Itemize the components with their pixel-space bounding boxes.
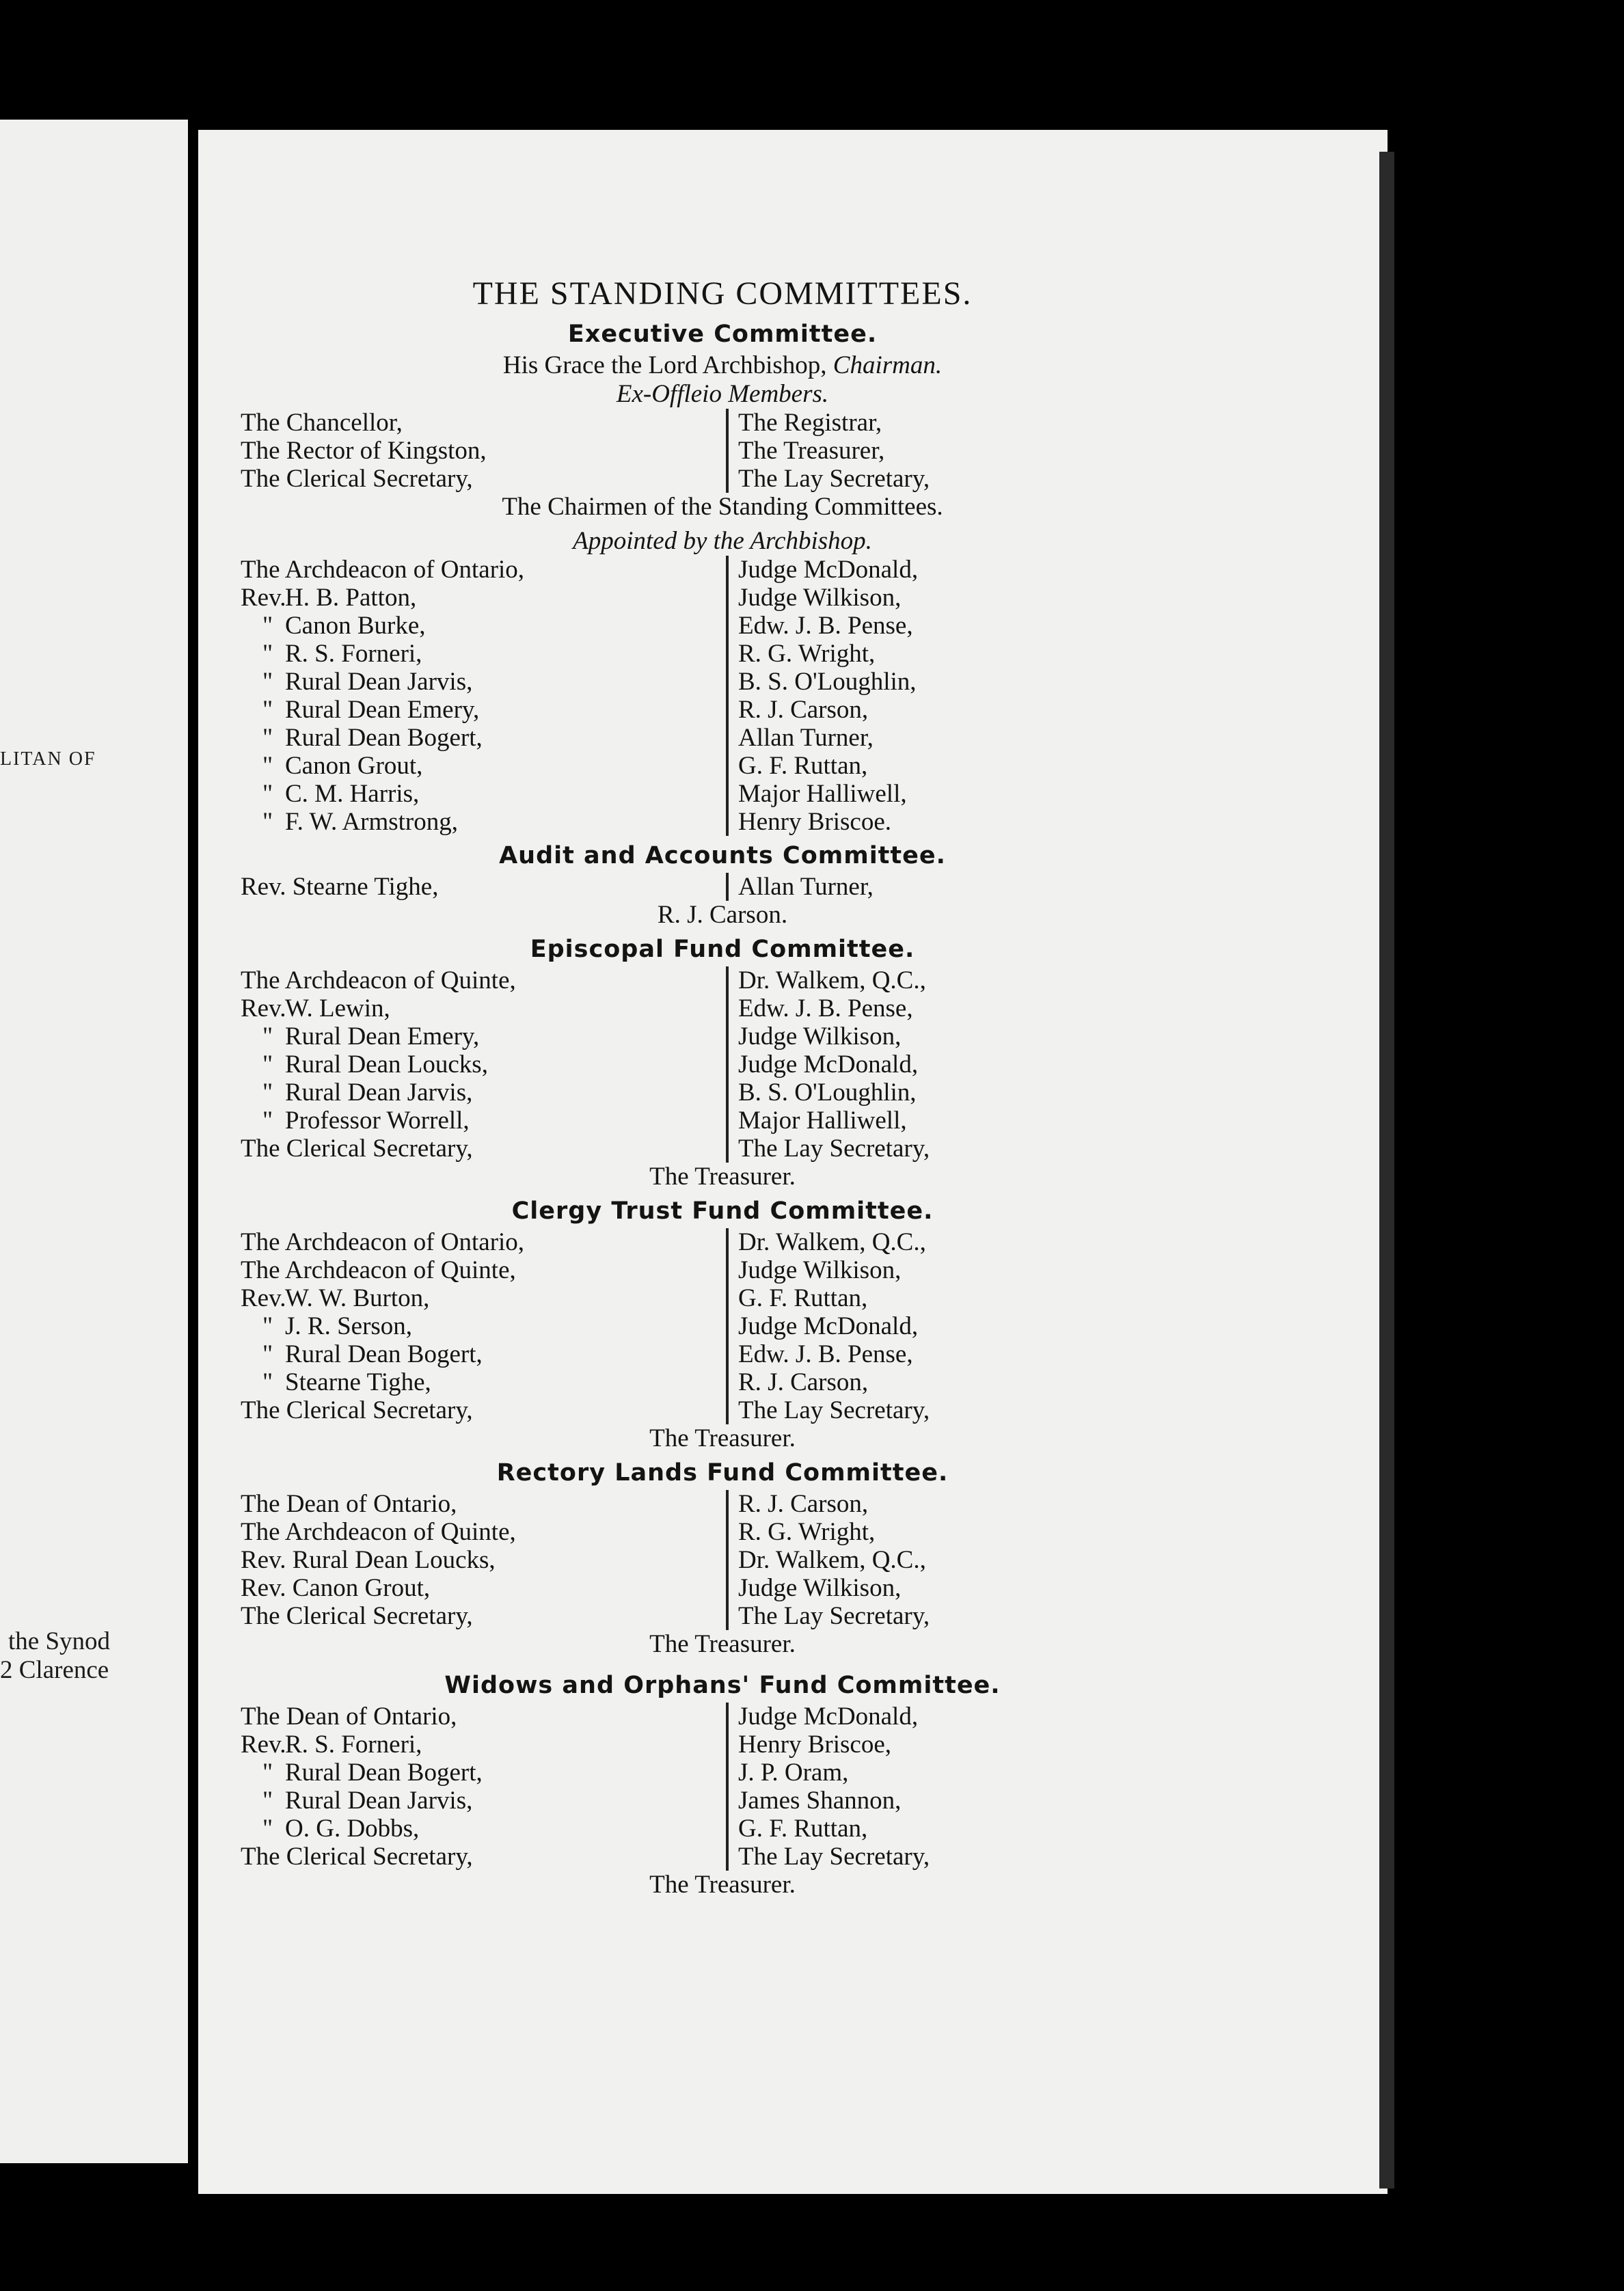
chairmen-line: The Chairmen of the Standing Committees. bbox=[502, 493, 943, 521]
member-name: Judge McDonald, bbox=[738, 1312, 919, 1340]
member-name: R. J. Carson, bbox=[738, 1368, 869, 1396]
member-name: Major Halliwell, bbox=[738, 1107, 907, 1135]
member-name: Henry Briscoe. bbox=[738, 808, 891, 836]
member-name: The Clerical Secretary, bbox=[241, 465, 473, 493]
member-prefix: " bbox=[262, 1340, 273, 1368]
clergy-trust-heading: Clergy Trust Fund Committee. bbox=[511, 1197, 934, 1225]
widows-footer: The Treasurer. bbox=[649, 1871, 796, 1899]
member-prefix: " bbox=[262, 1079, 273, 1107]
member-entry bbox=[241, 1843, 726, 1871]
member-prefix: Rev. bbox=[241, 1284, 286, 1312]
member-name: Stearne Tighe, bbox=[285, 1368, 431, 1396]
member-name: The Lay Secretary, bbox=[738, 1843, 930, 1871]
member-prefix: " bbox=[262, 1312, 273, 1340]
clergy-trust-footer: The Treasurer. bbox=[649, 1424, 796, 1452]
member-prefix: " bbox=[262, 1787, 273, 1815]
page-content bbox=[241, 273, 1102, 1899]
member-name: The Registrar, bbox=[738, 409, 882, 437]
member-name: R. S. Forneri, bbox=[285, 1731, 422, 1759]
appointed-heading: Appointed by the Archbishop. bbox=[573, 527, 872, 555]
member-entry bbox=[241, 556, 726, 584]
member-entry bbox=[241, 1815, 726, 1843]
member-name: Judge McDonald, bbox=[738, 1703, 919, 1731]
member-entry bbox=[241, 1050, 726, 1079]
member-name: H. B. Patton, bbox=[285, 584, 417, 612]
member-name: Canon Grout, bbox=[285, 752, 423, 780]
left-column bbox=[241, 1228, 726, 1424]
member-name: W. W. Burton, bbox=[285, 1284, 430, 1312]
member-name: Rev. Canon Grout, bbox=[241, 1574, 431, 1602]
member-name: The Lay Secretary, bbox=[738, 465, 930, 493]
member-name: Dr. Walkem, Q.C., bbox=[738, 1546, 926, 1574]
right-column bbox=[726, 556, 918, 836]
member-prefix: Rev. bbox=[241, 994, 286, 1022]
member-name: G. F. Ruttan, bbox=[738, 1815, 868, 1843]
right-column bbox=[726, 1703, 930, 1871]
ex-officio-heading: Ex-Offleio Members. bbox=[616, 380, 829, 408]
widows-members bbox=[241, 1703, 1102, 1871]
member-entry bbox=[241, 1340, 726, 1368]
member-name: R. J. Carson, bbox=[738, 696, 869, 724]
left-fragment: 2 Clarence bbox=[0, 1656, 109, 1684]
left-column bbox=[241, 873, 726, 901]
member-prefix: " bbox=[262, 1050, 273, 1079]
member-name: R. J. Carson, bbox=[738, 1490, 869, 1518]
member-name: Judge Wilkison, bbox=[738, 1574, 902, 1602]
member-name: The Clerical Secretary, bbox=[241, 1396, 473, 1424]
member-name: G. F. Ruttan, bbox=[738, 752, 868, 780]
left-column bbox=[241, 556, 726, 836]
episcopal-footer: The Treasurer. bbox=[649, 1163, 796, 1191]
member-name: Rural Dean Jarvis, bbox=[285, 668, 473, 696]
member-prefix: " bbox=[262, 808, 273, 836]
member-entry bbox=[241, 1228, 726, 1256]
member-prefix: " bbox=[262, 640, 273, 668]
member-entry bbox=[241, 584, 726, 612]
member-name: Dr. Walkem, Q.C., bbox=[738, 1228, 926, 1256]
chairman-line bbox=[241, 351, 1102, 380]
member-name: Henry Briscoe, bbox=[738, 1731, 891, 1759]
member-name: The Archdeacon of Quinte, bbox=[241, 1256, 516, 1284]
member-name: Judge Wilkison, bbox=[738, 1022, 902, 1050]
member-entry bbox=[241, 1022, 726, 1050]
chairman-text: His Grace the Lord Archbishop, bbox=[502, 351, 827, 379]
member-prefix: " bbox=[262, 1107, 273, 1135]
audit-heading: Audit and Accounts Committee. bbox=[499, 842, 946, 869]
rectory-members bbox=[241, 1490, 1102, 1630]
member-entry bbox=[241, 1602, 726, 1630]
audit-footer: R. J. Carson. bbox=[657, 901, 788, 929]
left-fragment: the Synod bbox=[8, 1627, 111, 1655]
member-name: Edw. J. B. Pense, bbox=[738, 1340, 913, 1368]
member-entry bbox=[241, 1574, 726, 1602]
right-column bbox=[726, 1490, 930, 1630]
member-name: Rural Dean Emery, bbox=[285, 696, 480, 724]
member-name: Major Halliwell, bbox=[738, 780, 907, 808]
member-name: Rural Dean Emery, bbox=[285, 1022, 480, 1050]
left-page bbox=[0, 120, 188, 2163]
member-entry bbox=[241, 1079, 726, 1107]
widows-heading: Widows and Orphans' Fund Committee. bbox=[444, 1672, 1001, 1699]
executive-heading: Executive Committee. bbox=[567, 321, 878, 348]
clergy-trust-members bbox=[241, 1228, 1102, 1424]
member-name: Professor Worrell, bbox=[285, 1107, 470, 1135]
member-prefix: " bbox=[262, 1759, 273, 1787]
member-name: C. M. Harris, bbox=[285, 780, 420, 808]
member-name: Dr. Walkem, Q.C., bbox=[738, 966, 926, 994]
audit-members bbox=[241, 873, 1102, 901]
member-prefix: " bbox=[262, 1368, 273, 1396]
member-entry bbox=[241, 1490, 726, 1518]
member-name: Allan Turner, bbox=[738, 724, 874, 752]
member-name: Edw. J. B. Pense, bbox=[738, 612, 913, 640]
member-prefix: " bbox=[262, 1815, 273, 1843]
member-name: The Chancellor, bbox=[241, 409, 403, 437]
member-entry bbox=[241, 1703, 726, 1731]
member-name: F. W. Armstrong, bbox=[285, 808, 459, 836]
member-name: Rural Dean Bogert, bbox=[285, 724, 483, 752]
member-name: Rural Dean Loucks, bbox=[285, 1050, 488, 1079]
member-name: The Clerical Secretary, bbox=[241, 1602, 473, 1630]
member-name: B. S. O'Loughlin, bbox=[738, 668, 917, 696]
member-entry bbox=[241, 808, 726, 836]
left-column bbox=[241, 966, 726, 1163]
rectory-footer: The Treasurer. bbox=[649, 1630, 796, 1658]
member-name: The Archdeacon of Quinte, bbox=[241, 966, 516, 994]
member-entry bbox=[241, 724, 726, 752]
episcopal-members bbox=[241, 966, 1102, 1163]
right-column bbox=[726, 1228, 930, 1424]
member-name: Judge Wilkison, bbox=[738, 584, 902, 612]
member-name: Rev. Stearne Tighe, bbox=[241, 873, 439, 901]
member-name: The Rector of Kingston, bbox=[241, 437, 487, 465]
member-entry bbox=[241, 1759, 726, 1787]
member-name: O. G. Dobbs, bbox=[285, 1815, 420, 1843]
member-name: Rural Dean Bogert, bbox=[285, 1759, 483, 1787]
member-name: Rural Dean Jarvis, bbox=[285, 1079, 473, 1107]
member-entry bbox=[241, 1546, 726, 1574]
member-entry bbox=[241, 1518, 726, 1546]
member-name: The Clerical Secretary, bbox=[241, 1843, 473, 1871]
left-column bbox=[241, 409, 726, 493]
member-name: Edw. J. B. Pense, bbox=[738, 994, 913, 1022]
member-name: R. S. Forneri, bbox=[285, 640, 422, 668]
member-name: The Lay Secretary, bbox=[738, 1602, 930, 1630]
chairman-role: Chairman. bbox=[833, 351, 943, 379]
member-prefix: " bbox=[262, 612, 273, 640]
rectory-heading: Rectory Lands Fund Committee. bbox=[496, 1459, 949, 1487]
member-entry bbox=[241, 668, 726, 696]
episcopal-heading: Episcopal Fund Committee. bbox=[530, 936, 915, 963]
member-prefix: " bbox=[262, 696, 273, 724]
member-entry bbox=[241, 1787, 726, 1815]
ex-officio-members bbox=[241, 409, 1102, 493]
member-entry bbox=[241, 1284, 726, 1312]
member-name: J. P. Oram, bbox=[738, 1759, 849, 1787]
member-name: Allan Turner, bbox=[738, 873, 874, 901]
left-column bbox=[241, 1490, 726, 1630]
member-entry bbox=[241, 612, 726, 640]
member-name: The Dean of Ontario, bbox=[241, 1490, 457, 1518]
right-column bbox=[726, 409, 930, 493]
page-edge bbox=[1379, 152, 1394, 2188]
member-name: Rural Dean Jarvis, bbox=[285, 1787, 473, 1815]
appointed-members bbox=[241, 556, 1102, 836]
member-name: R. G. Wright, bbox=[738, 640, 876, 668]
member-name: R. G. Wright, bbox=[738, 1518, 876, 1546]
member-name: The Treasurer, bbox=[738, 437, 885, 465]
member-entry bbox=[241, 696, 726, 724]
member-prefix: " bbox=[262, 668, 273, 696]
page-title: THE STANDING COMMITTEES. bbox=[472, 275, 973, 312]
member-name: G. F. Ruttan, bbox=[738, 1284, 868, 1312]
left-column bbox=[241, 1703, 726, 1871]
member-entry bbox=[241, 640, 726, 668]
member-name: W. Lewin, bbox=[285, 994, 390, 1022]
member-name: The Archdeacon of Quinte, bbox=[241, 1518, 516, 1546]
member-name: Rev. Rural Dean Loucks, bbox=[241, 1546, 496, 1574]
member-entry bbox=[241, 1368, 726, 1396]
member-entry bbox=[241, 1135, 726, 1163]
member-entry bbox=[241, 966, 726, 994]
member-name: James Shannon, bbox=[738, 1787, 902, 1815]
member-name: The Lay Secretary, bbox=[738, 1135, 930, 1163]
right-column bbox=[726, 966, 930, 1163]
member-prefix: Rev. bbox=[241, 1731, 286, 1759]
right-column bbox=[726, 873, 874, 901]
member-name: Judge Wilkison, bbox=[738, 1256, 902, 1284]
member-entry bbox=[241, 1396, 726, 1424]
member-name: Canon Burke, bbox=[285, 612, 426, 640]
member-prefix: " bbox=[262, 724, 273, 752]
member-name: The Archdeacon of Ontario, bbox=[241, 556, 525, 584]
member-name: B. S. O'Loughlin, bbox=[738, 1079, 917, 1107]
member-name: Rural Dean Bogert, bbox=[285, 1340, 483, 1368]
member-prefix: " bbox=[262, 752, 273, 780]
member-name: The Clerical Secretary, bbox=[241, 1135, 473, 1163]
member-name: J. R. Serson, bbox=[285, 1312, 413, 1340]
member-entry bbox=[241, 752, 726, 780]
member-name: The Lay Secretary, bbox=[738, 1396, 930, 1424]
left-fragment: LITAN OF bbox=[0, 748, 96, 770]
member-entry bbox=[241, 1107, 726, 1135]
member-prefix: " bbox=[262, 780, 273, 808]
member-prefix: " bbox=[262, 1022, 273, 1050]
member-name: Judge McDonald, bbox=[738, 1050, 919, 1079]
member-entry bbox=[241, 994, 726, 1022]
member-name: The Archdeacon of Ontario, bbox=[241, 1228, 525, 1256]
member-name: Judge McDonald, bbox=[738, 556, 919, 584]
member-prefix: Rev. bbox=[241, 584, 286, 612]
member-entry bbox=[241, 780, 726, 808]
member-entry bbox=[241, 1731, 726, 1759]
member-entry bbox=[241, 1312, 726, 1340]
member-entry bbox=[241, 1256, 726, 1284]
member-name: The Dean of Ontario, bbox=[241, 1703, 457, 1731]
